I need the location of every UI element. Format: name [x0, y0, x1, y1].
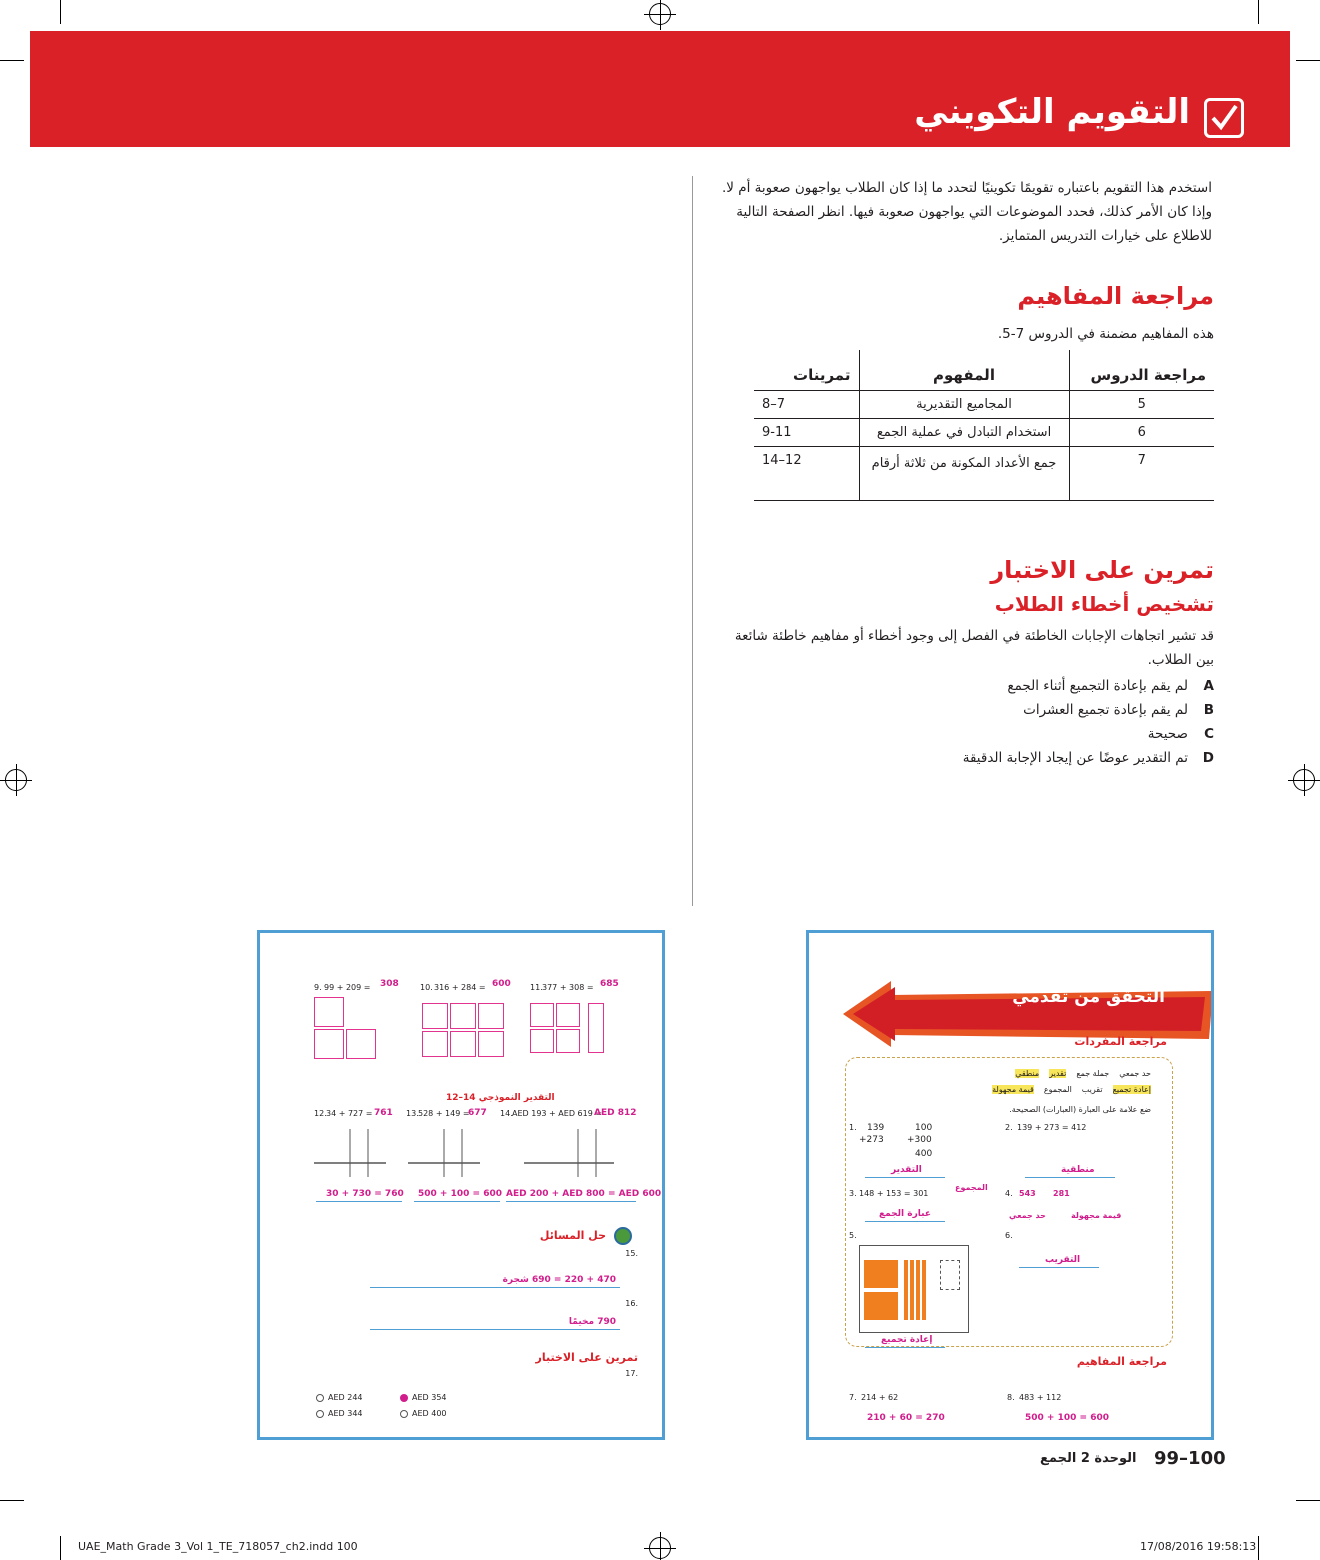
crop-mark: [1258, 0, 1259, 24]
equation: 139 + 273 = 412: [1017, 1123, 1087, 1132]
vocab-word: حد جمعي: [1119, 1069, 1151, 1078]
intro-paragraph: استخدم هذا التقويم باعتباره تقويمًا تكوينيًا لتحدد ما إذا كان الطلاب يواجهون صعوبة أم لا. وإذا كان الأمر كذلك، فحدد الموضوعات التي يواجهون صعوبة فيها. انظر الصفحة التالية للاطلاع على خيارات التدريس المتمايز.: [721, 180, 1212, 244]
addend: +273: [859, 1135, 884, 1145]
choice-letter: A: [1203, 678, 1214, 694]
test-practice-heading: تمرين على الاختبار: [990, 556, 1214, 584]
equation: 99 + 209 =: [324, 983, 371, 992]
addend: 281: [1053, 1189, 1070, 1198]
answer-text: 470 + 220 = 690 شجرة: [502, 1275, 616, 1285]
choice-letter: B: [1203, 702, 1214, 718]
question-number: 17.: [625, 1369, 638, 1378]
question-number: 9.: [314, 983, 322, 992]
vocab-word: قيمة مجهولة: [992, 1085, 1034, 1094]
choice-letter: C: [1204, 726, 1214, 742]
list-item: [914, 746, 1214, 770]
table-row: [754, 418, 1214, 446]
vocab-review-heading: مراجعة المفردات: [1074, 1035, 1167, 1048]
column-divider: [692, 176, 693, 906]
rounded-value: 100: [915, 1123, 933, 1133]
option-text: AED 400: [412, 1409, 447, 1418]
hundreds-block: [422, 1031, 448, 1057]
equation: 528 + 149 =: [418, 1109, 470, 1118]
hundreds-block: [450, 1031, 476, 1057]
cell-lesson: 6: [1069, 418, 1214, 446]
hundreds-block: [478, 1031, 504, 1057]
choice-text: تم التقدير عوضًا عن إيجاد الإجابة الدقيقة: [962, 750, 1188, 766]
choice-text: لم يقم بإعادة التجميع أثناء الجمع: [1007, 678, 1188, 694]
concepts-note: هذه المفاهيم مضمنة في الدروس 7-5.: [997, 326, 1214, 342]
vocab-word: إعادة تجميع: [1112, 1085, 1151, 1094]
crop-mark: [60, 1536, 61, 1560]
equation: 483 + 112: [1019, 1393, 1062, 1402]
question-number: 1.: [849, 1123, 857, 1132]
concepts-review-heading-thumb: مراجعة المفاهيم: [1076, 1355, 1167, 1368]
question-number: 15.: [625, 1249, 638, 1258]
answer-text: 761: [374, 1108, 393, 1118]
vocab-word: المجموع: [1043, 1085, 1072, 1094]
answer-text: عبارة الجمع: [879, 1209, 931, 1219]
list-item: [914, 674, 1214, 698]
hundreds-block: [450, 1003, 476, 1029]
vocab-word: تقريب: [1081, 1085, 1103, 1094]
question-number: 16.: [625, 1299, 638, 1308]
hundreds-block: [346, 1029, 376, 1059]
vocab-instruction: ضع علامة على العبارة (العبارات) الصحيحة.: [1009, 1105, 1151, 1114]
choice-letter: D: [1202, 750, 1214, 766]
answer-text: إعادة تجميع: [881, 1335, 933, 1345]
table-row: [754, 446, 1214, 500]
check-progress-title: التحقق من تقدمي: [1012, 987, 1165, 1007]
answer-text: 308: [380, 979, 399, 989]
equation: 316 + 284 =: [434, 983, 486, 992]
equation: 34 + 727 =: [326, 1109, 373, 1118]
estimate-answer: AED 200 + AED 800 = AED 600: [506, 1189, 662, 1199]
unit-label: الوحدة 2 الجمع: [1040, 1451, 1137, 1466]
cell-concept: جمع الأعداد المكونة من ثلاثة أرقام: [859, 446, 1069, 500]
hundreds-block: [422, 1003, 448, 1029]
concepts-table: [754, 350, 1214, 501]
page-numbers: 99–100: [1154, 1448, 1226, 1469]
crop-mark: [0, 1500, 24, 1501]
equation: AED 193 + AED 619 =: [512, 1109, 603, 1118]
option-text: AED 244: [328, 1393, 363, 1402]
question-number: 5.: [849, 1231, 857, 1240]
crop-mark: [1296, 1500, 1320, 1501]
option-text: AED 354: [412, 1393, 447, 1402]
registration-mark-icon: [1293, 769, 1315, 791]
answer-choices-list: [914, 674, 1214, 770]
answer-text: 790 مخيمًا: [568, 1317, 616, 1327]
estimate-answer: 30 + 730 = 760: [326, 1189, 404, 1199]
equation: 377 + 308 =: [542, 983, 594, 992]
registration-mark-icon: [5, 769, 27, 791]
crop-mark: [1296, 60, 1320, 61]
question-number: 8.: [1007, 1393, 1015, 1402]
model-estimate-heading: التقدير النموذجي 14–12: [446, 1093, 555, 1103]
answer-text: التقدير: [891, 1165, 922, 1175]
question-number: 2.: [1005, 1123, 1013, 1132]
answer-text: 685: [600, 979, 619, 989]
answer-text: حد جمعي: [1009, 1211, 1046, 1220]
hundreds-block: [314, 1029, 344, 1059]
cell-concept: المجاميع التقديرية: [859, 390, 1069, 418]
addend: 543: [1019, 1189, 1036, 1198]
answer-text: 210 + 60 = 270: [867, 1413, 945, 1423]
answer-text: AED 812: [594, 1108, 637, 1118]
vocab-word: منطقي: [1015, 1069, 1040, 1078]
answer-text: قيمة مجهولة: [1071, 1211, 1122, 1220]
addition-grids: [314, 1121, 644, 1181]
checkmark-icon: [1204, 98, 1244, 138]
test-practice-heading-thumb: تمرين على الاختبار: [535, 1351, 638, 1364]
rounded-sum: 400: [915, 1149, 933, 1159]
student-page-thumbnail-left: [257, 930, 665, 1440]
cell-exercises: 12–14: [754, 446, 859, 500]
crop-mark: [1258, 1536, 1259, 1560]
cell-exercises: 7–8: [754, 390, 859, 418]
question-number: 3.: [849, 1189, 857, 1198]
radio-option-selected: [400, 1394, 408, 1402]
question-number: 4.: [1005, 1189, 1013, 1198]
equation: 214 + 62: [861, 1393, 899, 1402]
cell-lesson: 7: [1069, 446, 1214, 500]
option-text: AED 344: [328, 1409, 363, 1418]
vocab-word: جملة جمع: [1076, 1069, 1110, 1078]
hundreds-block: [556, 1003, 580, 1027]
vocab-words-row: [1015, 1069, 1151, 1078]
hundreds-block: [530, 1003, 554, 1027]
concepts-review-heading: مراجعة المفاهيم: [1017, 282, 1214, 310]
problem-solving-heading: حل المسائل: [539, 1229, 606, 1242]
question-number: 13.: [406, 1109, 419, 1118]
estimate-answer: 500 + 100 = 600: [418, 1189, 502, 1199]
list-item: [914, 698, 1214, 722]
answer-text: التقريب: [1045, 1255, 1081, 1265]
page-title: التقويم التكويني: [914, 92, 1190, 132]
hundreds-block: [556, 1029, 580, 1053]
vocab-words-row: [992, 1085, 1151, 1094]
choice-text: لم يقم بإعادة تجميع العشرات: [1023, 702, 1188, 718]
answer-text: منطقية: [1061, 1165, 1095, 1175]
globe-icon: [614, 1227, 632, 1245]
answer-text: 500 + 100 = 600: [1025, 1413, 1109, 1423]
radio-option: [316, 1410, 324, 1418]
cell-exercises: 9-11: [754, 418, 859, 446]
radio-option: [400, 1410, 408, 1418]
cell-concept: استخدام التبادل في عملية الجمع: [859, 418, 1069, 446]
question-number: 10.: [420, 983, 433, 992]
answer-text: 600: [492, 979, 511, 989]
hundreds-block: [478, 1003, 504, 1029]
list-item: [914, 722, 1214, 746]
question-number: 14.: [500, 1109, 513, 1118]
question-number: 12.: [314, 1109, 327, 1118]
registration-mark-icon: [649, 3, 671, 25]
column-header-concept: المفهوم: [859, 350, 1069, 390]
cell-lesson: 5: [1069, 390, 1214, 418]
choice-text: صحيحة: [1147, 726, 1188, 742]
label-tag: المجموع: [955, 1183, 988, 1192]
file-slug: UAE_Math Grade 3_Vol 1_TE_718057_ch2.indd 100: [78, 1540, 358, 1553]
column-header-exercises: تمرينات: [754, 350, 859, 390]
question-number: 6.: [1005, 1231, 1013, 1240]
question-number: 11.: [530, 983, 543, 992]
addend: 139: [867, 1123, 885, 1133]
hundreds-block: [530, 1029, 554, 1053]
crop-mark: [60, 0, 61, 24]
vocab-word: تقدير: [1049, 1069, 1067, 1078]
tens-block: [588, 1003, 604, 1053]
base-ten-model: [859, 1245, 969, 1333]
date-slug: 17/08/2016 19:58:13: [1140, 1540, 1257, 1553]
student-page-thumbnail-right: [806, 930, 1214, 1440]
crop-mark: [0, 60, 24, 61]
registration-mark-icon: [649, 1537, 671, 1559]
answer-text: 677: [468, 1108, 487, 1118]
table-row: [754, 390, 1214, 418]
equation: 148 + 153 = 301: [859, 1189, 929, 1198]
hundreds-block: [314, 997, 344, 1027]
column-header-lesson: مراجعة الدروس: [1069, 350, 1214, 390]
rounded-value: +300: [907, 1135, 932, 1145]
diagnose-intro: قد تشير اتجاهات الإجابات الخاطئة في الفصل إلى وجود أخطاء أو مفاهيم خاطئة شائعة بين الطلاب.: [734, 628, 1214, 668]
radio-option: [316, 1394, 324, 1402]
diagnose-errors-heading: تشخيص أخطاء الطلاب: [994, 592, 1214, 616]
question-number: 7.: [849, 1393, 857, 1402]
